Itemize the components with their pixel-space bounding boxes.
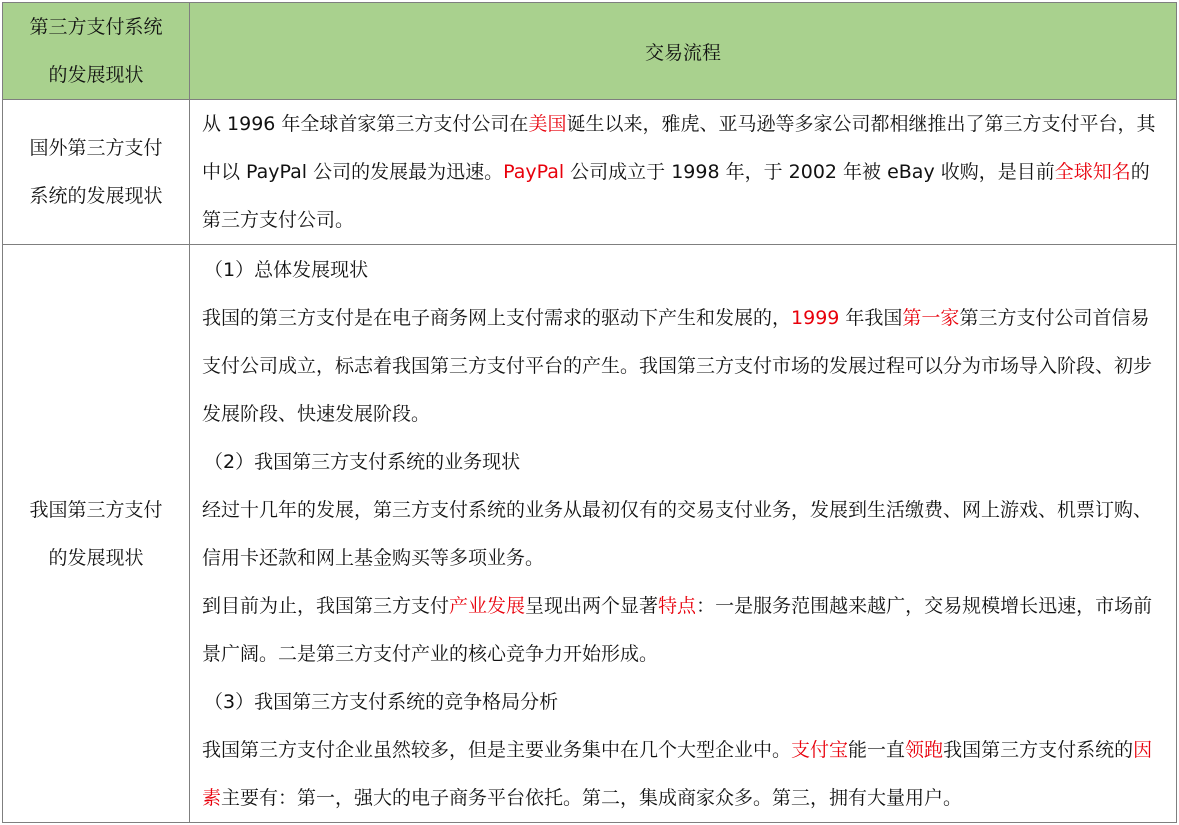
row-label-domestic-line1: 我国第三方支付 — [29, 498, 163, 521]
foreign-highlight-famous: 全球知名 — [1054, 161, 1131, 183]
row-label-foreign-line1: 国外第三方支付 — [29, 137, 163, 159]
sec1-highlight-1999: 1999 — [791, 306, 840, 329]
sec2-text-b: 呈现出两个显著 — [525, 594, 659, 617]
section-2-paragraph-1: 经过十几年的发展，第三方支付系统的业务从最初仅有的交易支付业务，发展到生活缴费、网上游戏、机票订购、信用卡还款和网上基金购买等多项业务。 — [202, 498, 1153, 569]
sec1-text-b: 年我国 — [839, 306, 903, 329]
sec3-text-d: 主要有：第一，强大的电子商务平台依托。第二，集成商家众多。第三，拥有大量用户。 — [221, 786, 963, 809]
sec3-text-c: 我国第三方支付系统的 — [943, 738, 1134, 761]
header-topic-line1: 第三方支付系统 — [29, 16, 163, 38]
section-3-title: （3）我国第三方支付系统的竞争格局分析 — [204, 690, 559, 713]
sec1-text-c: 第三方支付公司首信易支付公司成立，标志着我国第三方支付平台的产生。我国第三方支付市场的发展过程可以分为市场导入阶段、初步发展阶段、快速发展阶段。 — [202, 306, 1153, 425]
foreign-text-d: 的第三方支付公司。 — [202, 161, 1150, 231]
header-cell-topic — [3, 3, 190, 100]
sec1-text-a: 我国的第三方支付是在电子商务网上支付需求的驱动下产生和发展的， — [202, 306, 792, 329]
foreign-highlight-paypal: PayPal — [503, 161, 565, 183]
foreign-highlight-usa: 美国 — [528, 113, 567, 135]
section-2-paragraph-2 — [202, 582, 1166, 678]
header-topic-line2: 的发展现状 — [48, 64, 144, 86]
row-content-foreign — [190, 100, 1177, 245]
section-1-title: （1）总体发展现状 — [204, 258, 369, 281]
section-3-paragraph — [202, 726, 1166, 822]
status-table — [2, 2, 1177, 823]
sec2-text-c: ：一是服务范围越来越广，交易规模增长迅速，市场前景广阔。二是第三方支付产业的核心竞争力开始形成。 — [202, 594, 1153, 665]
section-1-paragraph — [202, 294, 1166, 438]
foreign-text-a: 从 1996 年全球首家第三方支付公司在 — [202, 113, 529, 135]
section-2-title: （2）我国第三方支付系统的业务现状 — [204, 450, 521, 473]
table-header-row — [3, 3, 1177, 100]
sec3-highlight-lead: 领跑 — [905, 738, 944, 761]
sec1-highlight-first: 第一家 — [902, 306, 960, 329]
row-content-domestic — [190, 245, 1177, 823]
sec3-highlight-alipay: 支付宝 — [791, 738, 849, 761]
foreign-text-b: 诞生以来，雅虎、亚马逊等多家公司都相继推出了第三方支付平台，其中以 PayPal 公司的发展最为迅速。 — [202, 113, 1156, 183]
sec2-text-a: 到目前为止，我国第三方支付 — [202, 594, 450, 617]
row-label-foreign — [3, 100, 190, 245]
row-label-domestic — [3, 245, 190, 823]
foreign-text-c: 公司成立于 1998 年，于 2002 年被 eBay 收购，是目前 — [564, 161, 1055, 183]
table-row-domestic — [3, 245, 1177, 823]
sec3-text-a: 我国第三方支付企业虽然较多，但是主要业务集中在几个大型企业中。 — [202, 738, 792, 761]
row-label-domestic-line2: 的发展现状 — [48, 546, 144, 569]
sec3-highlight-factors: 因素 — [202, 738, 1153, 809]
row-label-foreign-line2: 系统的发展现状 — [29, 185, 163, 207]
sec2-highlight-industry: 产业发展 — [449, 594, 526, 617]
table-row-foreign — [3, 100, 1177, 245]
sec3-text-b: 能一直 — [848, 738, 906, 761]
header-cell-process: 交易流程 — [190, 3, 1177, 100]
sec2-highlight-features: 特点 — [658, 594, 697, 617]
